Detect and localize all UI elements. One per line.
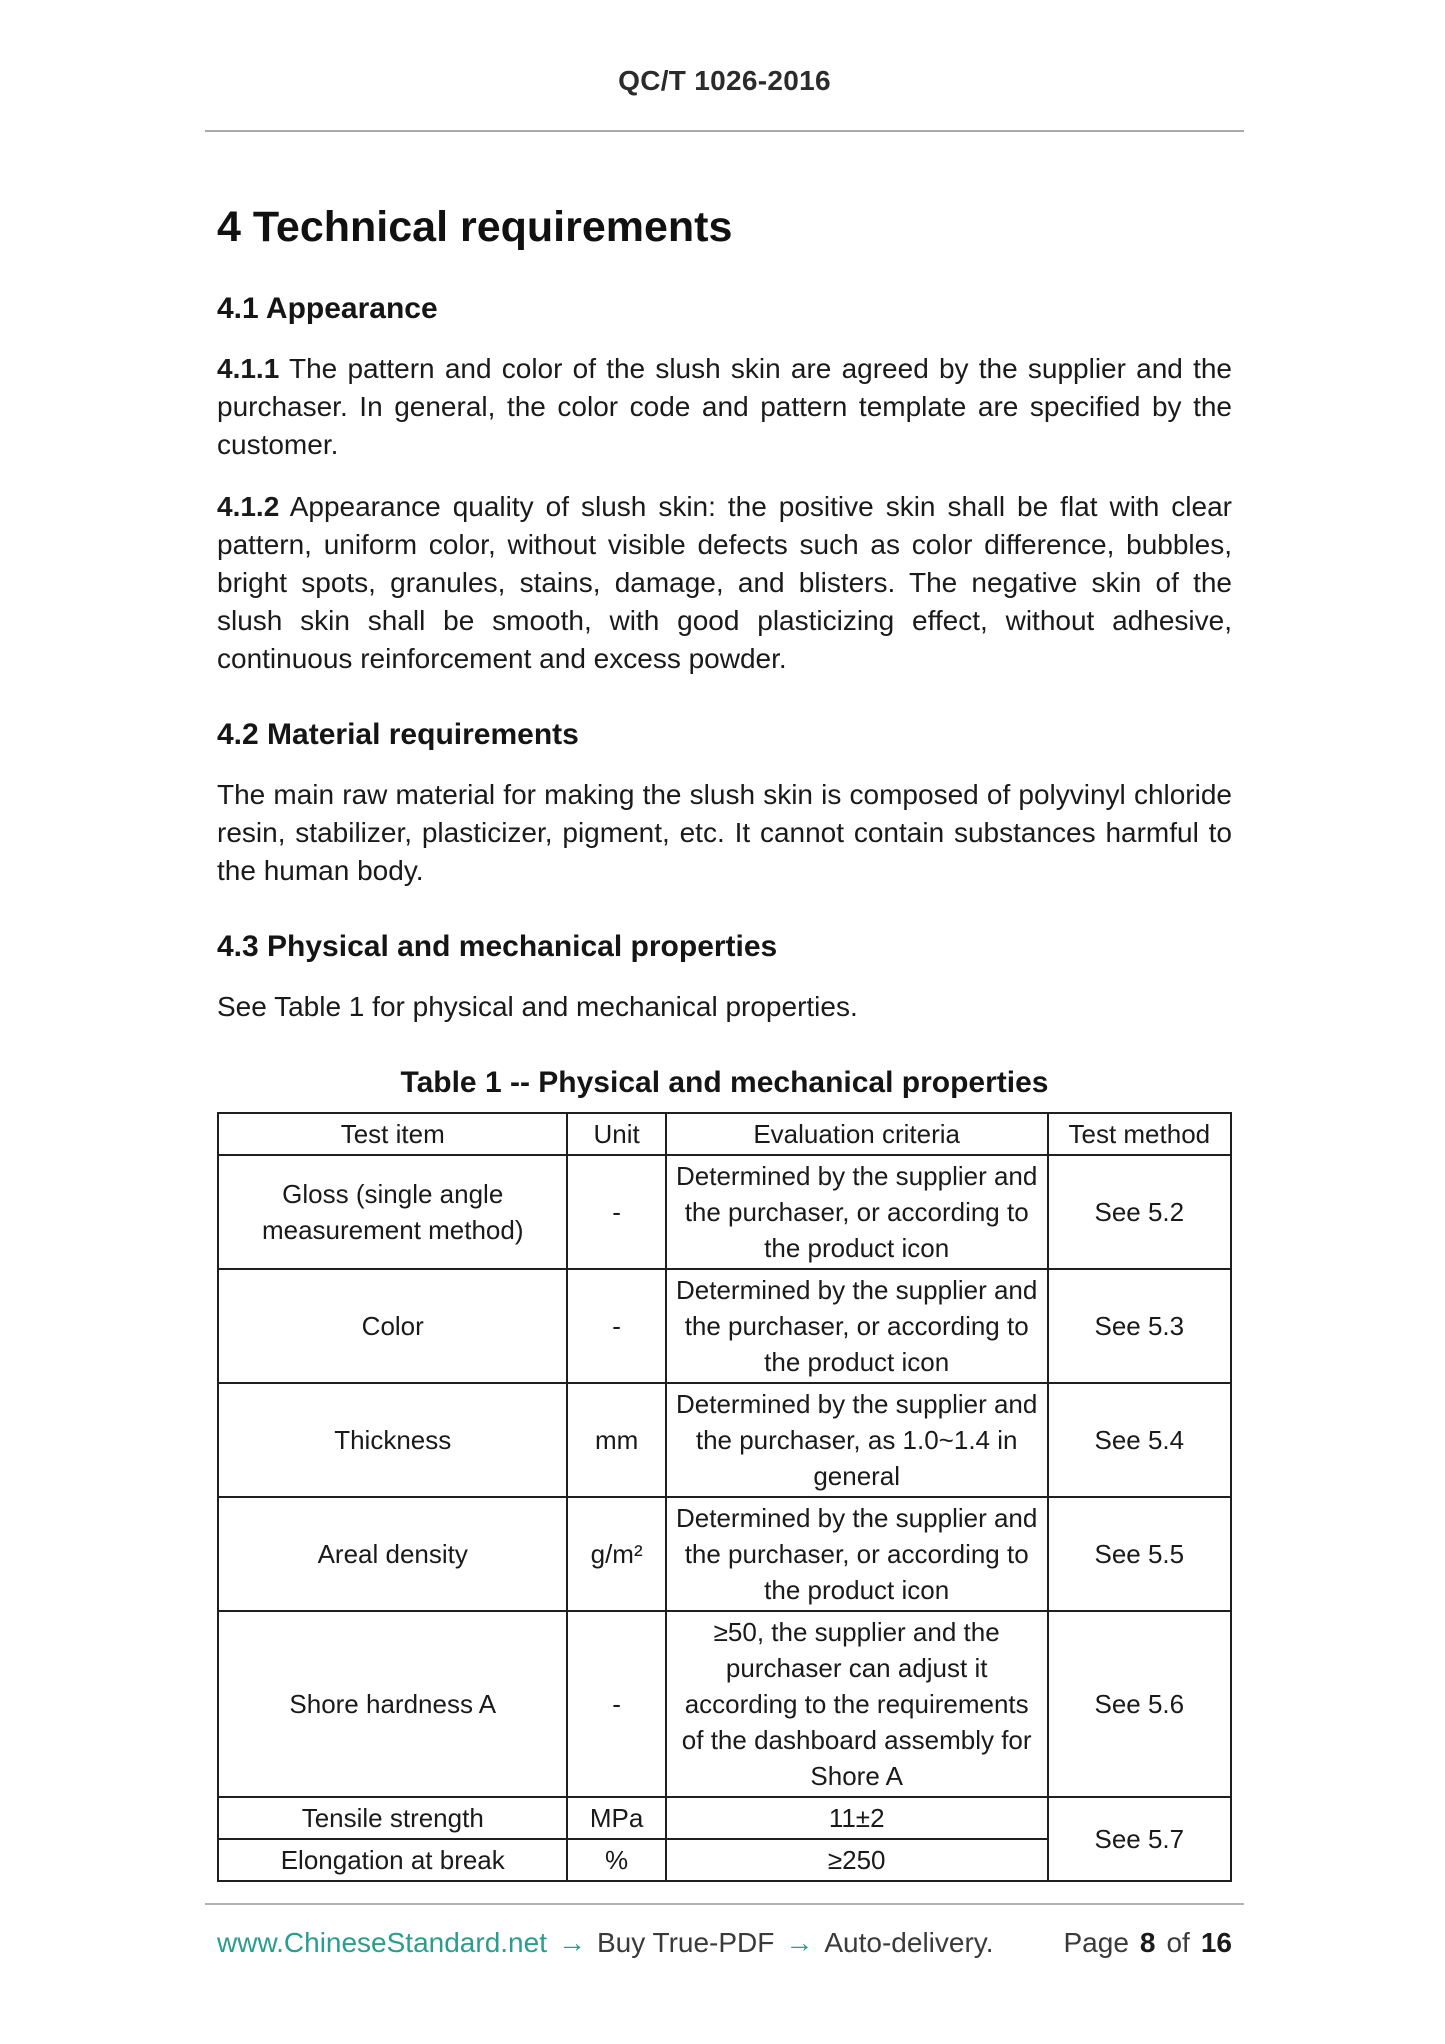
arrow-icon: → [557,1927,586,1958]
cell-test-item: Elongation at break [218,1839,567,1881]
cell-criteria: Determined by the supplier and the purchaser, or according to the product icon [666,1269,1048,1383]
cell-method: See 5.2 [1048,1155,1231,1269]
subsection-4-3-heading: 4.3 Physical and mechanical properties [217,930,778,963]
cell-test-item: Color [218,1269,567,1383]
page-label: Page [1063,1927,1129,1958]
table-row [218,1269,1231,1383]
cell-unit: % [567,1839,665,1881]
paragraph-4-1-2 [217,488,1232,678]
page-total: 16 [1200,1927,1232,1958]
cell-unit: - [567,1269,665,1383]
auto-delivery-label: Auto-delivery. [824,1927,994,1958]
paragraph-4-1-1 [217,350,1232,464]
col-header-unit: Unit [567,1113,665,1155]
cell-criteria: Determined by the supplier and the purchaser, as 1.0~1.4 in general [666,1383,1048,1497]
subsection-4-1-heading: 4.1 Appearance [217,292,438,325]
cell-criteria: ≥50, the supplier and the purchaser can adjust it according to the requirements of the dashboard assembly for Shore A [666,1611,1048,1797]
table-row [218,1797,1231,1839]
paragraph-4-1-2-text: Appearance quality of slush skin: the positive skin shall be flat with clear pattern, uniform color, without visible defects such as color difference, bubbles, bright spots, granules, stains, damage, and blisters. The negative skin of the slush skin shall be smooth, with good plasticizing effect, without adhesive, continuous reinforcement and excess powder. [217,491,1232,674]
cell-unit: - [567,1611,665,1797]
cell-method: See 5.3 [1048,1269,1231,1383]
table-header-row [218,1113,1231,1155]
cell-criteria: Determined by the supplier and the purchaser, or according to the product icon [666,1497,1048,1611]
page-indicator [1064,1927,1233,1959]
table-row [218,1497,1231,1611]
properties-table [217,1112,1232,1882]
clause-number-4-1-2: 4.1.2 [217,491,280,522]
paragraph-4-3: See Table 1 for physical and mechanical properties. [217,991,858,1022]
clause-number-4-1-1: 4.1.1 [217,353,280,384]
table-row [218,1611,1231,1797]
paragraph-4-1-1-text: The pattern and color of the slush skin are agreed by the supplier and the purchaser. In general, the color code and pattern template are specified by the customer. [217,353,1232,460]
table-row [218,1383,1231,1497]
cell-unit: mm [567,1383,665,1497]
header-divider [205,130,1244,132]
of-label: of [1166,1927,1190,1958]
footer-divider [205,1903,1244,1905]
document-footer [217,1903,1232,1959]
cell-criteria: 11±2 [666,1797,1048,1839]
cell-test-item: Gloss (single angle measurement method) [218,1155,567,1269]
cell-criteria: ≥250 [666,1839,1048,1881]
section-title: 4 Technical requirements [217,203,733,251]
arrow-icon: → [785,1927,814,1958]
cell-test-item: Areal density [218,1497,567,1611]
cell-unit: - [567,1155,665,1269]
site-link[interactable]: www.ChineseStandard.net [217,1927,547,1958]
cell-method: See 5.4 [1048,1383,1231,1497]
document-body [217,202,1232,1882]
cell-test-item: Thickness [218,1383,567,1497]
col-header-evaluation-criteria: Evaluation criteria [666,1113,1048,1155]
buy-true-pdf-label: Buy True-PDF [596,1927,775,1958]
footer-source-line [217,1927,993,1959]
cell-method: See 5.6 [1048,1611,1231,1797]
paragraph-4-2: The main raw material for making the slush skin is composed of polyvinyl chloride resin, stabilizer, plasticizer, pigment, etc. It cannot contain substances harmful to the human body. [217,779,1232,886]
cell-unit: g/m² [567,1497,665,1611]
cell-unit: MPa [567,1797,665,1839]
footer-row [217,1927,1232,1959]
cell-test-item: Tensile strength [218,1797,567,1839]
page-current: 8 [1139,1927,1156,1958]
cell-criteria: Determined by the supplier and the purchaser, or according to the product icon [666,1155,1048,1269]
cell-method-merged: See 5.7 [1048,1797,1231,1881]
cell-test-item: Shore hardness A [218,1611,567,1797]
document-header [217,62,1232,132]
table-row [218,1155,1231,1269]
cell-method: See 5.5 [1048,1497,1231,1611]
col-header-test-item: Test item [218,1113,567,1155]
col-header-test-method: Test method [1048,1113,1231,1155]
subsection-4-2-heading: 4.2 Material requirements [217,718,579,751]
doc-number: QC/T 1026-2016 [618,65,831,96]
table-title: Table 1 -- Physical and mechanical properties [400,1066,1049,1099]
